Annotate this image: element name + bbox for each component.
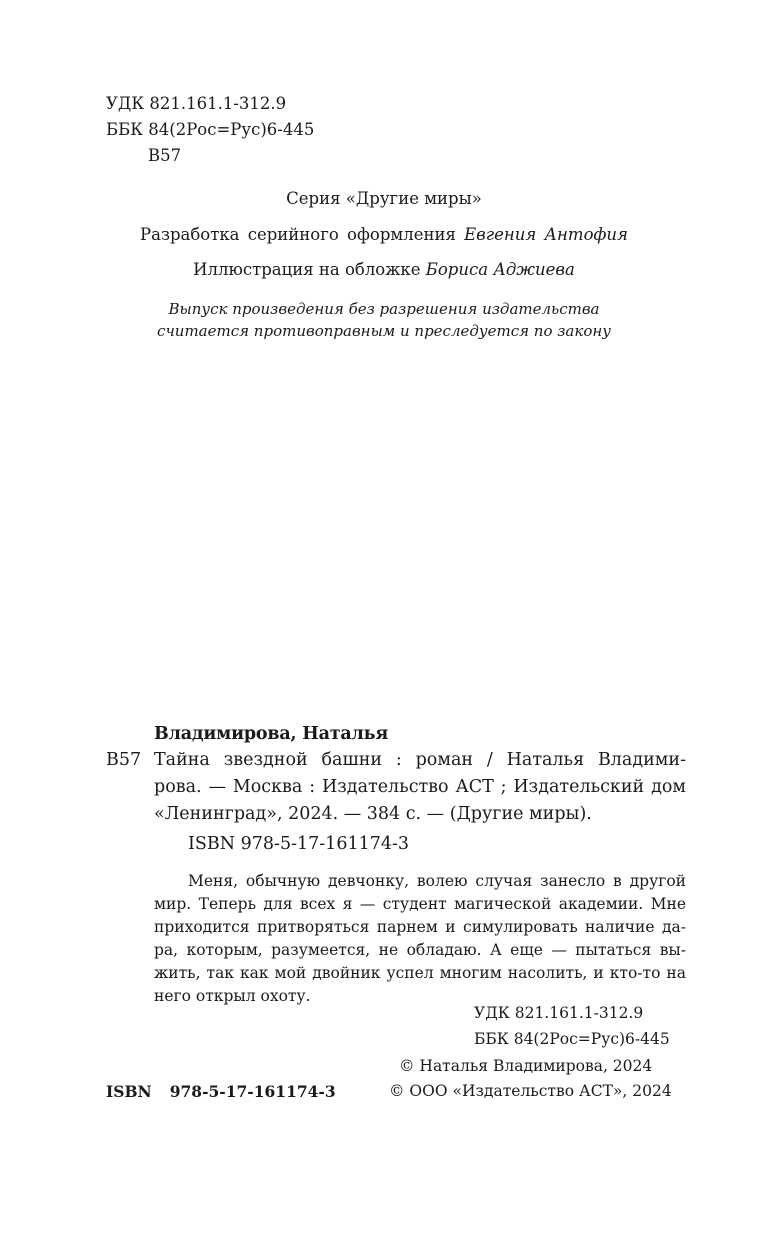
footer-isbn [106,1082,336,1101]
annotation-line: ра, которым, разумеется, не обладаю. А еще — пытаться вы- [154,941,686,959]
series-title: Серия «Другие миры» [286,189,482,208]
footer-bbk-code: ББК 84(2Рос=Рус)6-445 [474,1030,670,1048]
bibliography-isbn: ISBN 978-5-17-161174-3 [188,834,410,854]
bibliography-line: «Ленинград», 2024. — 384 с. — (Другие миры). [154,804,592,824]
bbk-code: ББК 84(2Рос=Рус)6-445 [106,120,315,139]
illustration-credit-prefix: Иллюстрация на обложке [193,260,421,279]
bibliography-line: Тайна звездной башни : роман / Наталья Владими- [154,750,686,770]
design-credit-prefix: Разработка серийного оформления [140,225,456,244]
footer-udk-code: УДК 821.161.1-312.9 [474,1004,644,1022]
copyright-warning [0,298,768,342]
bibliography-author: Владимирова, Наталья [154,724,389,744]
isbn-label: ISBN [106,1082,152,1101]
copyright-publisher: © ООО «Издательство АСТ», 2024 [389,1082,672,1100]
copyright-author: © Наталья Владимирова, 2024 [399,1057,653,1075]
illustration-credit [0,260,768,279]
annotation-line: приходится притворяться парнем и симулировать наличие да- [154,918,686,936]
footer-catalog-codes [474,1000,670,1052]
design-credit [0,225,768,244]
annotation [154,870,686,1008]
annotation-line: него открыл охоту. [154,987,311,1005]
annotation-line: мир. Теперь для всех я — студент магической академии. Мне [154,895,686,913]
header-catalog-codes [106,91,314,169]
udk-code: УДК 821.161.1-312.9 [106,94,287,113]
warning-line: Выпуск произведения без разрешения издательства [168,300,600,318]
bibliographic-description [154,747,686,828]
illustrator-name: Бориса Аджиева [425,260,575,279]
isbn-number: 978-5-17-161174-3 [169,1082,336,1101]
author-mark: В57 [148,146,182,165]
designer-name: Евгения Антофия [464,225,628,244]
bibliography-catalog-code: В57 [106,750,142,770]
bibliography-line: рова. — Москва : Издательство АСТ ; Издательский дом [154,777,686,797]
warning-line: считается противоправным и преследуется по закону [157,322,611,340]
annotation-line: жить, так как мой двойник успел многим насолить, и кто-то на [154,964,686,982]
annotation-line: Меня, обычную девчонку, волею случая занесло в другой [188,872,686,890]
